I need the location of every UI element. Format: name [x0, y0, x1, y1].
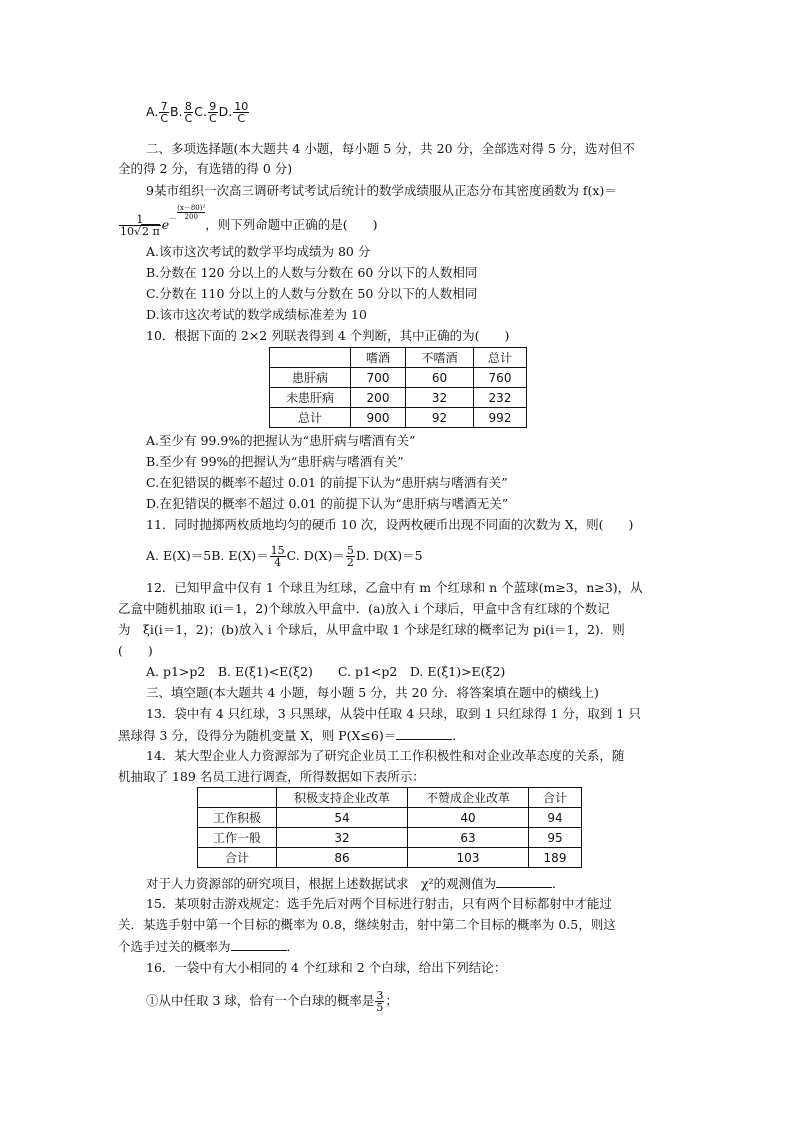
q10-option-a: A.至少有 99.9%的把握认为“患肝病与嗜酒有关” [146, 433, 416, 448]
q12-line3: 为 ξi(i＝1，2)；(b)放入 i 个球后，从甲盒中取 1 个球是红球的概率记为 pi(i＝1，2)．则 [118, 622, 625, 637]
table-header-cell: 合计 [529, 788, 582, 808]
q15-line3: 个选手过关的概率为 ． [118, 939, 300, 954]
table-cell: 63 [408, 828, 529, 848]
table-header-cell [198, 788, 277, 808]
q9-density-formula: $\frac{1}{10√2 \pi}$ e－ $\frac{\text{(x－80)²}}{200}$，则下列命题中正确的是( ) [120, 204, 378, 238]
q11-stem: 11．同时抛掷两枚质地均匀的硬币 10 次，设两枚硬币出现不同面的次数为 X，则( ) [146, 517, 634, 532]
table-cell: 患肝病 [270, 368, 351, 388]
q8-option-c-label: C. [194, 104, 207, 119]
q8-option-a-label: A. [146, 104, 159, 119]
table-header-cell: 不赞成企业改革 [408, 788, 529, 808]
q9-stem-tail: ，则下列命题中正确的是( ) [205, 217, 378, 232]
q8-option-c-fraction: $\frac{9}{C}$ [208, 100, 217, 125]
table-cell: 760 [474, 368, 527, 388]
q8-option-a-fraction: $\frac{7}{C}$ [160, 100, 168, 125]
table-row [198, 848, 582, 868]
table-cell: 工作积极 [198, 808, 277, 828]
table-cell: 95 [529, 828, 582, 848]
table-header-cell: 总计 [474, 348, 527, 368]
q9-density-fraction: $\frac{1}{10√2 \pi}$ [120, 213, 160, 238]
q14-line2: 机抽取了 189 名员工进行调查，所得数据如下表所示： [118, 769, 425, 784]
q10-option-b: B.至少有 99%的把握认为“患肝病与嗜酒有关” [146, 454, 404, 469]
q11-option-b: B. E(X)＝ [211, 548, 269, 563]
q11-option-c-fraction: $\frac{5}{2}$ [346, 544, 354, 569]
q10-option-d: D.在犯错误的概率不超过 0.01 的前提下认为“患肝病与嗜酒无关” [146, 496, 509, 511]
section2-heading-line2: 全的得 2 分，有选错的得 0 分) [118, 161, 293, 176]
q16-item1-fraction: $\frac{3}{5}$ [376, 989, 384, 1014]
table-row [198, 808, 582, 828]
table-cell: 60 [406, 368, 474, 388]
table-header-row [198, 788, 582, 808]
q14-survey-table [197, 787, 582, 868]
q8-option-b-label: B. [170, 104, 183, 119]
q9-option-b: B.分数在 120 分以上的人数与分数在 60 分以下的人数相同 [146, 265, 478, 280]
table-cell: 992 [474, 408, 527, 428]
q11-option-a: A. E(X)＝5 [146, 548, 212, 563]
table-cell: 32 [277, 828, 408, 848]
q9-option-d: D.该市这次考试的数学成绩标准差为 10 [146, 307, 367, 322]
table-cell: 92 [406, 408, 474, 428]
q12-line1: 12．已知甲盒中仅有 1 个球且为红球，乙盒中有 m 个红球和 n 个蓝球(m≥3，n≥3)，从 [146, 580, 643, 595]
q14-question: 对于人力资源部的研究项目，根据上述数据试求 χ²的观测值为 ． [146, 876, 565, 891]
q10-stem: 10．根据下面的 2×2 列联表得到 4 个判断，其中正确的为( ) [146, 328, 510, 343]
table-cell: 189 [529, 848, 582, 868]
q9-e-symbol: e [161, 217, 170, 232]
q8-options [146, 101, 250, 124]
q11-option-d: D. D(X)＝5 [355, 548, 423, 563]
table-cell: 86 [277, 848, 408, 868]
q8-option-d-label: D. [218, 104, 233, 119]
q10-option-c: C.在犯错误的概率不超过 0.01 的前提下认为“患肝病与嗜酒有关” [146, 475, 508, 490]
table-row [270, 388, 527, 408]
q12-line2: 乙盒中随机抽取 i(i＝1，2)个球放入甲盒中．(a)放入 i 个球后，甲盒中含有红球的个数记 [118, 601, 610, 616]
q9-option-a: A.该市这次考试的数学平均成绩为 80 分 [146, 244, 371, 259]
table-row [270, 368, 527, 388]
table-cell: 未患肝病 [270, 388, 351, 408]
q15-line1: 15．某项射击游戏规定：选手先后对两个目标进行射击，只有两个目标都射中才能过 [146, 896, 612, 911]
table-cell: 200 [351, 388, 406, 408]
table-header-cell: 不嗜酒 [406, 348, 474, 368]
table-header-cell: 积极支持企业改革 [277, 788, 408, 808]
table-cell: 103 [408, 848, 529, 868]
table-cell: 54 [277, 808, 408, 828]
table-cell: 合计 [198, 848, 277, 868]
q15-line2: 关．某选手射中第一个目标的概率为 0.8，继续射击，射中第二个目标的概率为 0.5，则这 [118, 917, 616, 932]
table-header-cell: 嗜酒 [351, 348, 406, 368]
q16-item1: ①从中任取 3 球，恰有一个白球的概率是 $\frac{3}{5}$ ； [146, 989, 398, 1014]
table-cell: 总计 [270, 408, 351, 428]
table-row [270, 408, 527, 428]
table-cell: 700 [351, 368, 406, 388]
q10-contingency-table [269, 347, 527, 428]
q13-answer-blank[interactable] [396, 727, 452, 740]
section2-heading-line1: 二、多项选择题(本大题共 4 小题，每小题 5 分，共 20 分，全部选对得 5 分，选对但不 [146, 141, 635, 156]
section3-heading: 三、填空题(本大题共 4 小题，每小题 5 分，共 20 分．将答案填在题中的横线上) [146, 685, 599, 700]
q13-line2: 黑球得 3 分，设得分为随机变量 X，则 P(X≤6)＝ ． [118, 728, 465, 743]
q11-option-b-fraction: $\frac{15}{4}$ [270, 544, 285, 569]
q15-answer-blank[interactable] [231, 938, 287, 951]
q8-option-b-fraction: $\frac{8}{C}$ [184, 100, 193, 125]
q16-stem: 16．一袋中有大小相同的 4 个红球和 2 个白球，给出下列结论： [146, 960, 507, 975]
table-cell: 94 [529, 808, 582, 828]
q9-stem-line1: 9某市组织一次高三调研考试考试后统计的数学成绩服从正态分布其密度函数为 f(x)＝ [146, 183, 617, 198]
table-header-cell [270, 348, 351, 368]
q8-option-d-fraction: $\frac{10}{C}$ [234, 100, 249, 125]
q11-option-c: C. D(X)＝ [286, 548, 345, 563]
q14-line1: 14．某大型企业人力资源部为了研究企业员工工作积极性和对企业改革态度的关系，随 [146, 748, 625, 763]
table-cell: 232 [474, 388, 527, 408]
q11-options [146, 545, 423, 568]
table-cell: 工作一般 [198, 828, 277, 848]
q9-option-c: C.分数在 110 分以上的人数与分数在 50 分以下的人数相同 [146, 286, 478, 301]
table-cell: 40 [408, 808, 529, 828]
table-row [198, 828, 582, 848]
table-cell: 900 [351, 408, 406, 428]
q12-line4: ( ) [118, 643, 153, 658]
q13-line1: 13．袋中有 4 只红球，3 只黑球，从袋中任取 4 只球，取到 1 只红球得 1 分，取到 1 只 [146, 706, 641, 721]
q9-exponent-fraction: $\frac{\text{(x－80)²}}{200}$ [177, 204, 206, 221]
table-cell: 32 [406, 388, 474, 408]
q12-options: A. p1>p2 B. E(ξ1)<E(ξ2) C. p1<p2 D. E(ξ1)>E(ξ2) [146, 664, 506, 679]
q14-answer-blank[interactable] [496, 875, 552, 888]
table-header-row [270, 348, 527, 368]
